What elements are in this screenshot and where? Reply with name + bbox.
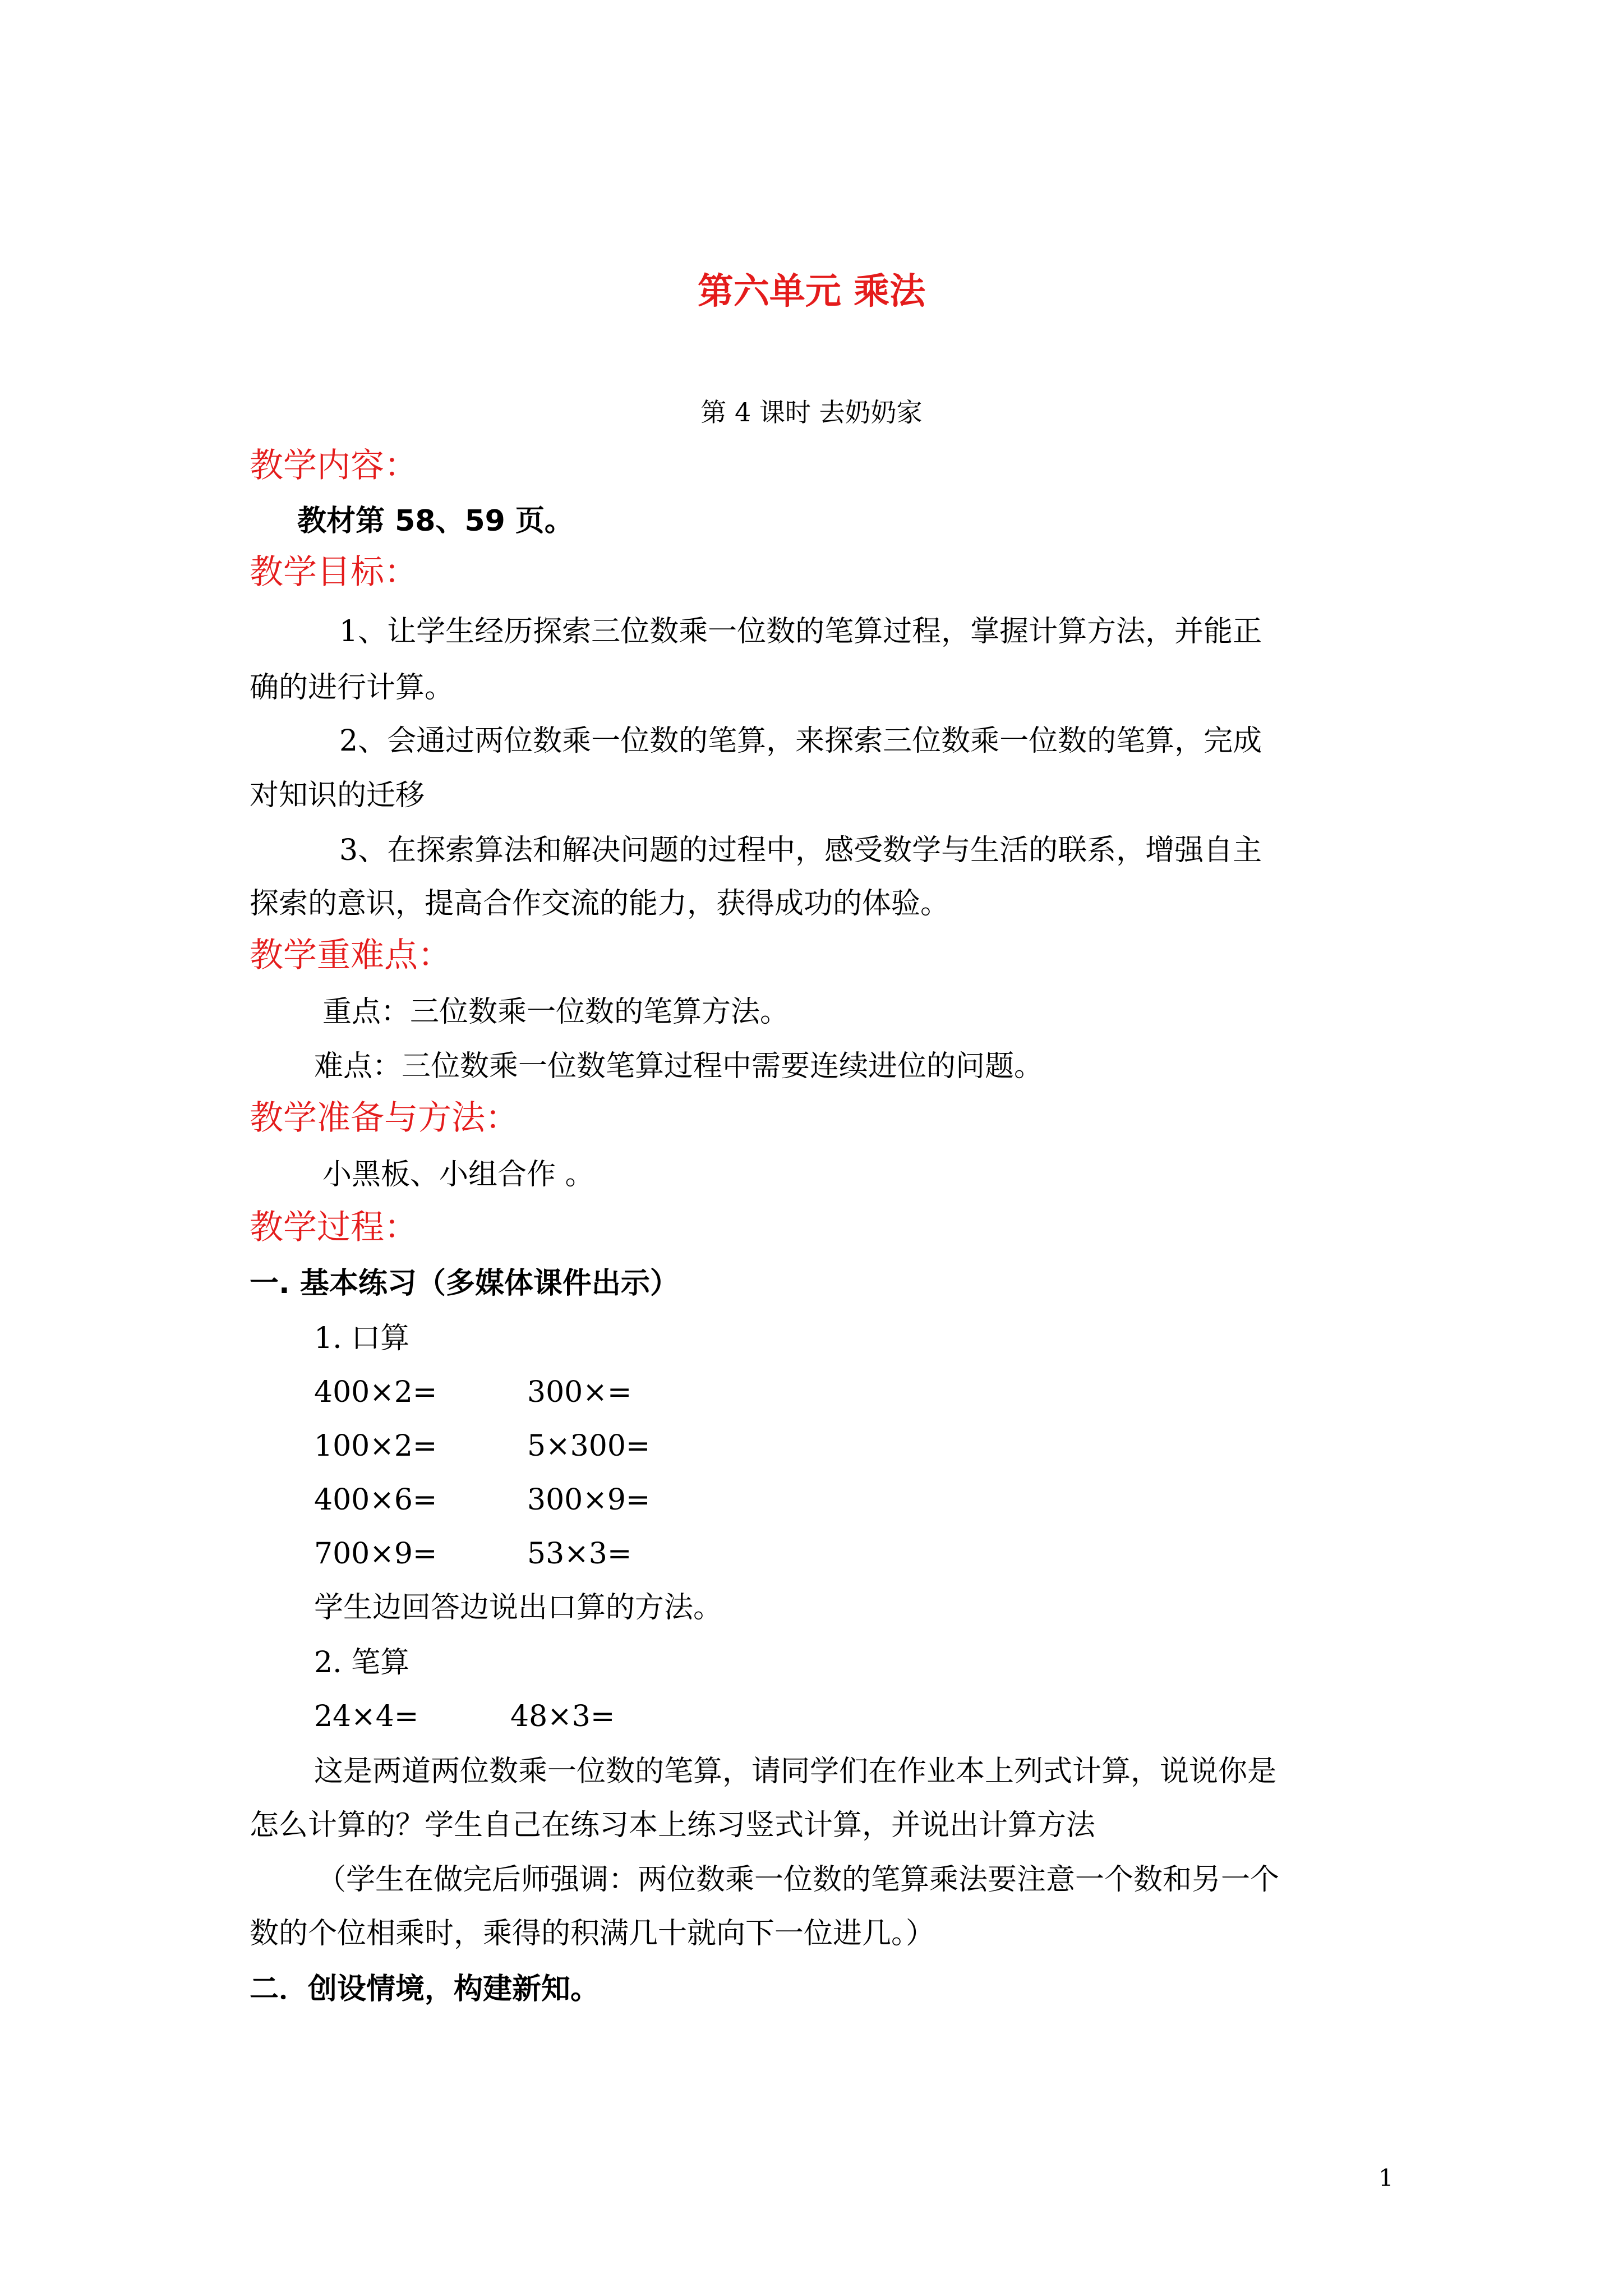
- written-note-line-2: 怎么计算的？学生自己在练习本上练习竖式计算，并说出计算方法: [250, 1809, 1096, 1842]
- section-heading-content: 教学内容：: [250, 446, 418, 485]
- oral-problem: 53×3=: [527, 1537, 632, 1571]
- goal-1-line-2: 确的进行计算。: [250, 671, 454, 705]
- goal-3-line-2: 探索的意识，提高合作交流的能力，获得成功的体验。: [250, 887, 950, 921]
- written-label: 2. 笔算: [314, 1646, 410, 1680]
- oral-label: 1. 口算: [314, 1322, 410, 1355]
- lesson-title: 第 4 课时 去奶奶家: [700, 397, 923, 427]
- unit-title: 第六单元 乘法: [697, 271, 926, 312]
- goal-1-line-1: 1、让学生经历探索三位数乘一位数的笔算过程，掌握计算方法，并能正: [339, 615, 1262, 648]
- page-number: 1: [1378, 2164, 1394, 2192]
- written-note-line-1: 这是两道两位数乘一位数的笔算，请同学们在作业本上列式计算，说说你是: [314, 1755, 1277, 1788]
- oral-problem: 400×6=: [314, 1483, 437, 1517]
- goal-2-line-2: 对知识的迁移: [250, 779, 425, 812]
- section-heading-goals: 教学目标：: [250, 553, 418, 592]
- part-2-title: 二．创设情境，构建新知。: [250, 1972, 600, 2006]
- goal-2-line-1: 2、会通过两位数乘一位数的笔算，来探索三位数乘一位数的笔算，完成: [339, 724, 1262, 758]
- section-heading-key-points: 教学重难点：: [250, 936, 451, 975]
- oral-problem: 300×9=: [527, 1483, 651, 1517]
- oral-note: 学生边回答边说出口算的方法。: [314, 1591, 723, 1625]
- goal-3-line-1: 3、在探索算法和解决问题的过程中，感受数学与生活的联系，增强自主: [339, 834, 1262, 867]
- section-heading-process: 教学过程：: [250, 1208, 418, 1247]
- part-1-title: 一. 基本练习（多媒体课件出示）: [250, 1267, 679, 1300]
- oral-problem: 400×2=: [314, 1375, 437, 1409]
- oral-problem: 5×300=: [527, 1429, 651, 1463]
- content-text: 教材第 58、59 页。: [297, 504, 574, 538]
- key-point: 重点：三位数乘一位数的笔算方法。: [322, 995, 790, 1029]
- oral-problem: 300×=: [527, 1375, 632, 1409]
- written-problem: 48×3=: [510, 1700, 615, 1733]
- difficult-point: 难点：三位数乘一位数笔算过程中需要连续进位的问题。: [314, 1050, 1044, 1083]
- written-problem: 24×4=: [314, 1700, 419, 1733]
- teacher-note-line-2: 数的个位相乘时，乘得的积满几十就向下一位进几。）: [250, 1917, 935, 1950]
- oral-problem: 700×9=: [314, 1537, 437, 1571]
- section-heading-preparation: 教学准备与方法：: [250, 1098, 519, 1138]
- oral-problem: 100×2=: [314, 1429, 437, 1463]
- teacher-note-line-1: （学生在做完后师强调：两位数乘一位数的笔算乘法要注意一个数和另一个: [317, 1863, 1280, 1897]
- preparation-text: 小黑板、小组合作 。: [322, 1158, 594, 1191]
